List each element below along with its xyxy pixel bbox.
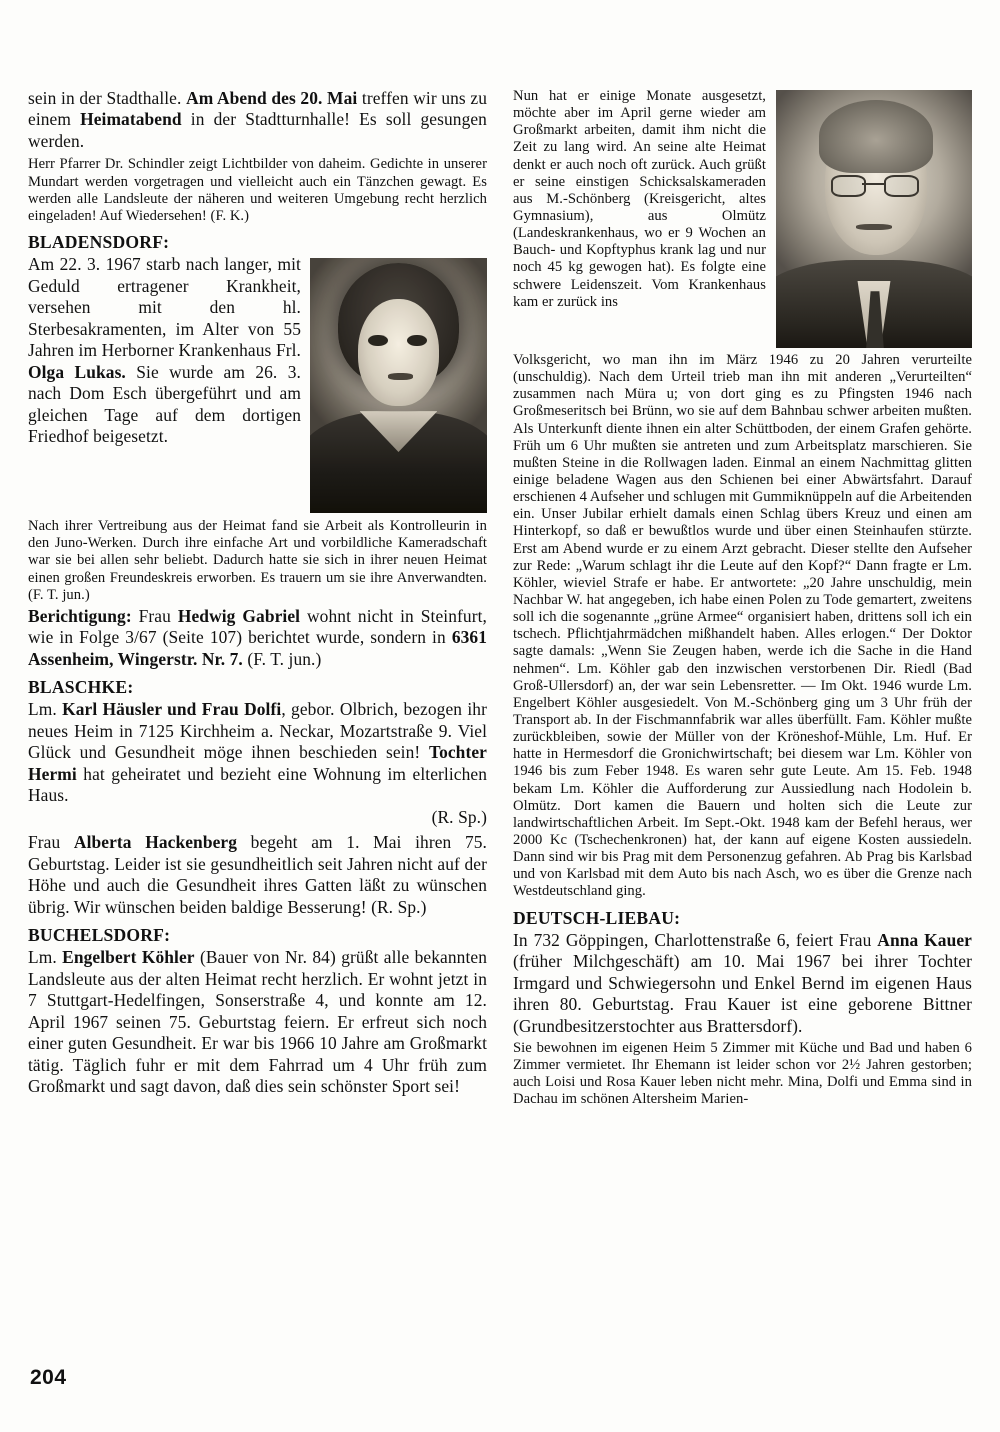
two-column-body	[28, 88, 972, 1109]
right-column	[513, 88, 972, 1109]
page-number: 204	[30, 1366, 67, 1389]
intro-paragraph-large: sein in der Stadthalle. Am Abend des 20. Mai treffen wir uns zu einem Heimatabend in der Stadtturnhalle! Es soll gesungen werden.	[28, 88, 487, 151]
heading-deutsch-liebau: DEUTSCH-LIEBAU:	[513, 907, 681, 928]
left-column	[28, 88, 487, 1109]
intro-paragraph-small: Herr Pfarrer Dr. Schindler zeigt Lichtbilder von daheim. Gedichte in unserer Mundart werden vorgetragen und vielleicht auch ein Tänzchen gewagt. Es werden alle Landsleute der näheren und weiteren Umgebung recht herzlich eingeladen! Auf Wiedersehen! (F. K.)	[28, 156, 487, 224]
blaschke-signature: (R. Sp.)	[431, 806, 487, 827]
buchelsdorf-paragraph: Lm. Engelbert Köhler (Bauer von Nr. 84) grüßt alle bekannten Landsleute aus der alten Heimat recht herzlich. Er wohnt jetzt in 7 Stuttgart-Hedelfingen, Sonserstraße 4, und konnte am 12. April 1967 seinen 75. Geburtstag feiern. Er erfreut sich noch einer guten Gesundheit. Er war bis 1966 10 Jahre am Großmarkt tätig. Täglich fuhr er mit dem Fahrrad um 4 Uhr früh zum Großmarkt und sagt davon, daß dies sein schönster Sport sei!	[28, 947, 488, 1097]
berichtigung-paragraph: Berichtigung: Frau Hedwig Gabriel wohnt nicht in Steinfurt, wie in Folge 3/67 (Seite 107) berichtet wurde, sondern in 6361 Assenheim, Wingerstr. Nr. 7. (F. T. jun.)	[28, 605, 487, 669]
hackenberg-paragraph: Frau Alberta Hackenberg begeht am 1. Mai ihren 75. Geburtstag. Leider ist sie gesundheitlich seit Jahren nicht auf der Höhe und auch die Gesundheit ihres Gatten läßt zu wünschen übrig. Wir wünschen beiden baldige Besserung! (R. Sp.)	[28, 832, 487, 917]
heading-bladensdorf: BLADENSDORF:	[28, 232, 170, 253]
heading-blaschke: BLASCHKE:	[28, 677, 134, 698]
heading-buchelsdorf: BUCHELSDORF:	[28, 925, 171, 946]
bladensdorf-paragraph-small: Nach ihrer Vertreibung aus der Heimat fand sie Arbeit als Kontrolleurin in den Juno-Werken. Durch ihre einfache Art und vorbildliche Kameradschaft war sie bei allen sehr beliebt. Dadurch hatte sie sich in ihrer neuen Heimat einen großen Freundeskreis erworben. Es trauern um sie ihre Anverwandten. (F. T. jun.)	[28, 518, 487, 603]
portrait-photo-man	[776, 90, 972, 348]
bladensdorf-paragraph: Am 22. 3. 1967 starb nach langer, mit Geduld ertragener Krankheit, versehen mit den hl. Sterbesakramenten, im Alter von 55 Jahren im Herborner Krankenhaus Frl. Olga Lukas. Sie wurde am 26. 3. nach Dom Esch übergeführt und am gleichen Tage auf dem dortigen Friedhof beigesetzt.	[28, 254, 301, 446]
kauer-paragraph-small: Sie bewohnen im eigenen Heim 5 Zimmer mit Küche und Bad und haben 6 Zimmer vermietet. Ihr Ehemann ist leider schon vor 2½ Jahren gestorben; auch Loisi und Rosa Kauer leben nicht mehr. Mina, Dolfi und Emma sind in Dachau im schönen Altersheim Marien-	[513, 1040, 972, 1108]
kauer-paragraph: In 732 Göppingen, Charlottenstraße 6, feiert Frau Anna Kauer (früher Milchgeschäft) am 10. Mai 1967 bei ihrer Tochter Irmgard und Schwiegersohn und Enkel Bernd im eigenen Haus ihren 80. Geburtstag. Frau Kauer ist eine geborene Bittner (Grundbesitzerstochter aus Brattersdorf).	[513, 929, 973, 1036]
portrait-photo-woman	[310, 258, 487, 513]
koehler-paragraph-body: Volksgericht, wo man ihn im März 1946 zu 20 Jahren verurteilte (unschuldig). Nach dem Urteil trieb man ihn mit anderen „Verurteilten“ zusammen nach Müra u; von dort ging es zu Pfingsten 1946 nach Großmeseritsch bei Brünn, wo sie auf dem Bahnbau schwer arbeiten mußten. Als Unterkunft diente ihnen ein alter Schüttboden, der einem Grafen gehörte. Früh um 6 Uhr mußten sie antreten und zum Arbeitsplatz marschieren. Sie mußten Steine in die Rollwagen laden. Einmal an einem Nachmittag glitten einige beladene Wagen aus den Schienen bei einer Abwärtsfahrt. Darauf erschienen 4 Aufseher und schlugen mit Gummiknüppeln auf die Arbeitenden ein. Unser Jubilar erhielt damals einen Schlag übers Kreuz und einen am Hinterkopf, so daß er bewußtlos wurde und über einen Steinhaufen stürzte. Erst am Abend wurde er zu einem Arzt gebracht. Dieser stellte den Aufseher zur Rede: „Warum schlagt ihr die Leute auf den Kopf?“ Dann fragte er Lm. Köhler, wieviel Strafe er habe. Er antwortete: „20 Jahre unschuldig, mein Nachbar W. hat angegeben, ich habe einen Polen zu Tode gemartert, zweitens soll ich die sogenannte „grüne Armee“ organisiert haben, drittens soll ich ein tschech. Pflichtjahrmädchen mißhandelt haben. Alles erlogen.“ Der Doktor sagte damals: „Wenn Sie Zeugen haben, werde ich die Sache in die Hand nehmen“. Lm. Köhler gab den inzwischen verstorbenen Dir. Riedl (Bad Groß-Ullersdorf) an, der war sein Lebensretter. — Im Okt. 1946 wurde Lm. Engelbert Köhler ausgesiedelt. Von M.-Schönberg ging um 3 Uhr früh der Transport ab. In der Fischmannfabrik war alles überfüllt. Fam. Köhler mußte zurückbleiben, sowie der Müller von der Kröneshof-Mühle, Lm. Huf. Er hatte in Hermesdorf die Gronichwirtschaft; bei diesem war Lm. Köhler von 1946 bis zum Feber 1948. Es waren sehr gute Leute. Am 15. Feb. 1948 bekam Lm. Köhler die Aufforderung zur Aussiedlung nach Hodolein b. Olmütz. Dort kamen die Bauern und holten sich die Leute zur landwirtschaftlichen Arbeit. Im Sept.-Okt. 1948 kam der Befehl heraus, wer 2000 Kc (Tschechenkronen) hat, der kann auf eigene Kosten aussiedeln. Dann sind wir bis Prag mit dem Personenzug gefahren. Ab Prag bis Karlsbad und von Karlsbad mit dem Auto bis nach Asch, wo es über die Grenze nach Westdeutschland ging.	[513, 352, 972, 900]
koehler-paragraph-top: Nun hat er einige Monate ausgesetzt, möchte aber im April gerne wieder am Großmarkt arbeiten, damit ihm nicht die Zeit zu lang wird. An seine alte Heimat denkt er auch noch oft zurück. Auch grüßt er seine einstigen Schicksalskameraden aus M.-Schönberg (Kreisgericht, altes Gymnasium), aus Olmütz (Landeskrankenhaus, wo er 9 Wochen an Bauch- und Kopftyphus krank lag und nur noch 45 kg gewogen hat). Es folgte eine schwere Leidenszeit. Vom Krankenhaus kam er zurück ins	[513, 88, 766, 310]
blaschke-paragraph: Lm. Karl Häusler und Frau Dolfi, gebor. Olbrich, bezogen ihr neues Heim in 7125 Kirchheim a. Neckar, Mozartstraße 9. Viel Glück und Gesundheit möge ihnen beschieden sein! Tochter Hermi hat geheiratet und bezieht eine Wohnung im elterlichen Haus.	[28, 699, 487, 806]
